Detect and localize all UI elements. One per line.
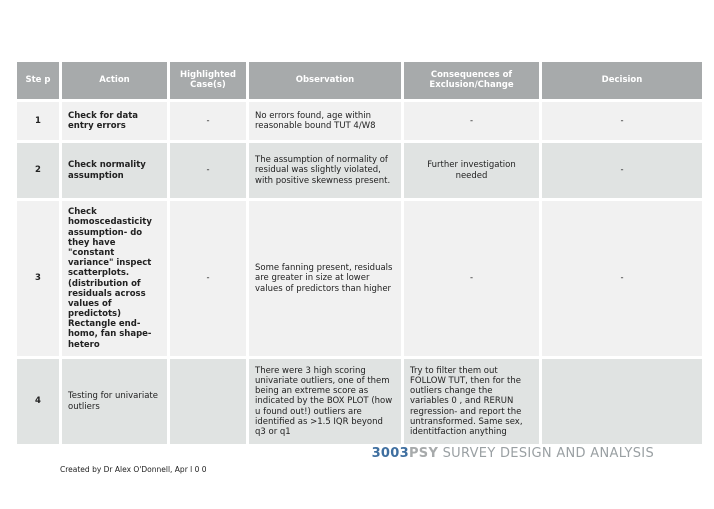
highlighted-cell: - <box>170 143 246 198</box>
action-cell: Check homoscedasticity assumption- do they have "constant variance" inspect scatterplots. (distribution of residuals across values of predictots) Rectangle end- homo, fan shape- hetero <box>62 201 167 356</box>
header-consequences: Consequences of Exclusion/Change <box>404 62 539 99</box>
decision-cell: - <box>542 201 702 356</box>
step-cell: 1 <box>17 102 59 140</box>
header-decision: Decision <box>542 62 702 99</box>
action-cell: Check for data entry errors <box>62 102 167 140</box>
observation-cell: Some fanning present, residuals are greater in size at lower values of predictors than higher <box>249 201 401 356</box>
highlighted-cell: - <box>170 102 246 140</box>
course-prefix: PSY <box>408 446 439 461</box>
course-title <box>372 446 654 461</box>
course-name: SURVEY DESIGN AND ANALYSIS <box>438 446 654 461</box>
table-header-row <box>17 62 702 99</box>
observation-cell: No errors found, age within reasonable bound TUT 4/W8 <box>249 102 401 140</box>
header-action: Action <box>62 62 167 99</box>
observation-cell: The assumption of normality of residual was slightly violated, with positive skewness present. <box>249 143 401 198</box>
analysis-decision-table <box>14 59 705 447</box>
header-observation: Observation <box>249 62 401 99</box>
author-credit: Created by Dr Alex O'Donnell, Apr l 0 0 <box>60 465 207 474</box>
table-row <box>17 102 702 140</box>
decision-cell <box>542 359 702 444</box>
table-row <box>17 359 702 444</box>
action-cell: Testing for univariate outliers <box>62 359 167 444</box>
course-code: 3003 <box>371 446 409 461</box>
consequences-cell: - <box>404 201 539 356</box>
highlighted-cell: - <box>170 201 246 356</box>
consequences-cell: - <box>404 102 539 140</box>
header-step: Ste p <box>17 62 59 99</box>
step-cell: 4 <box>17 359 59 444</box>
table-row <box>17 201 702 356</box>
decision-cell: - <box>542 102 702 140</box>
step-cell: 3 <box>17 201 59 356</box>
header-highlighted-cases: Highlighted Case(s) <box>170 62 246 99</box>
highlighted-cell <box>170 359 246 444</box>
table-row <box>17 143 702 198</box>
decision-cell: - <box>542 143 702 198</box>
action-cell: Check normality assumption <box>62 143 167 198</box>
consequences-cell: Try to filter them out FOLLOW TUT, then for the outliers change the variables 0 , and RERUN regression- and report the untransformed. Same sex, identitfaction anything <box>404 359 539 444</box>
consequences-cell: Further investigation needed <box>404 143 539 198</box>
observation-cell: There were 3 high scoring univariate outliers, one of them being an extreme score as indicated by the BOX PLOT (how u found out!) outliers are identified as >1.5 IQR beyond q3 or q1 <box>249 359 401 444</box>
step-cell: 2 <box>17 143 59 198</box>
